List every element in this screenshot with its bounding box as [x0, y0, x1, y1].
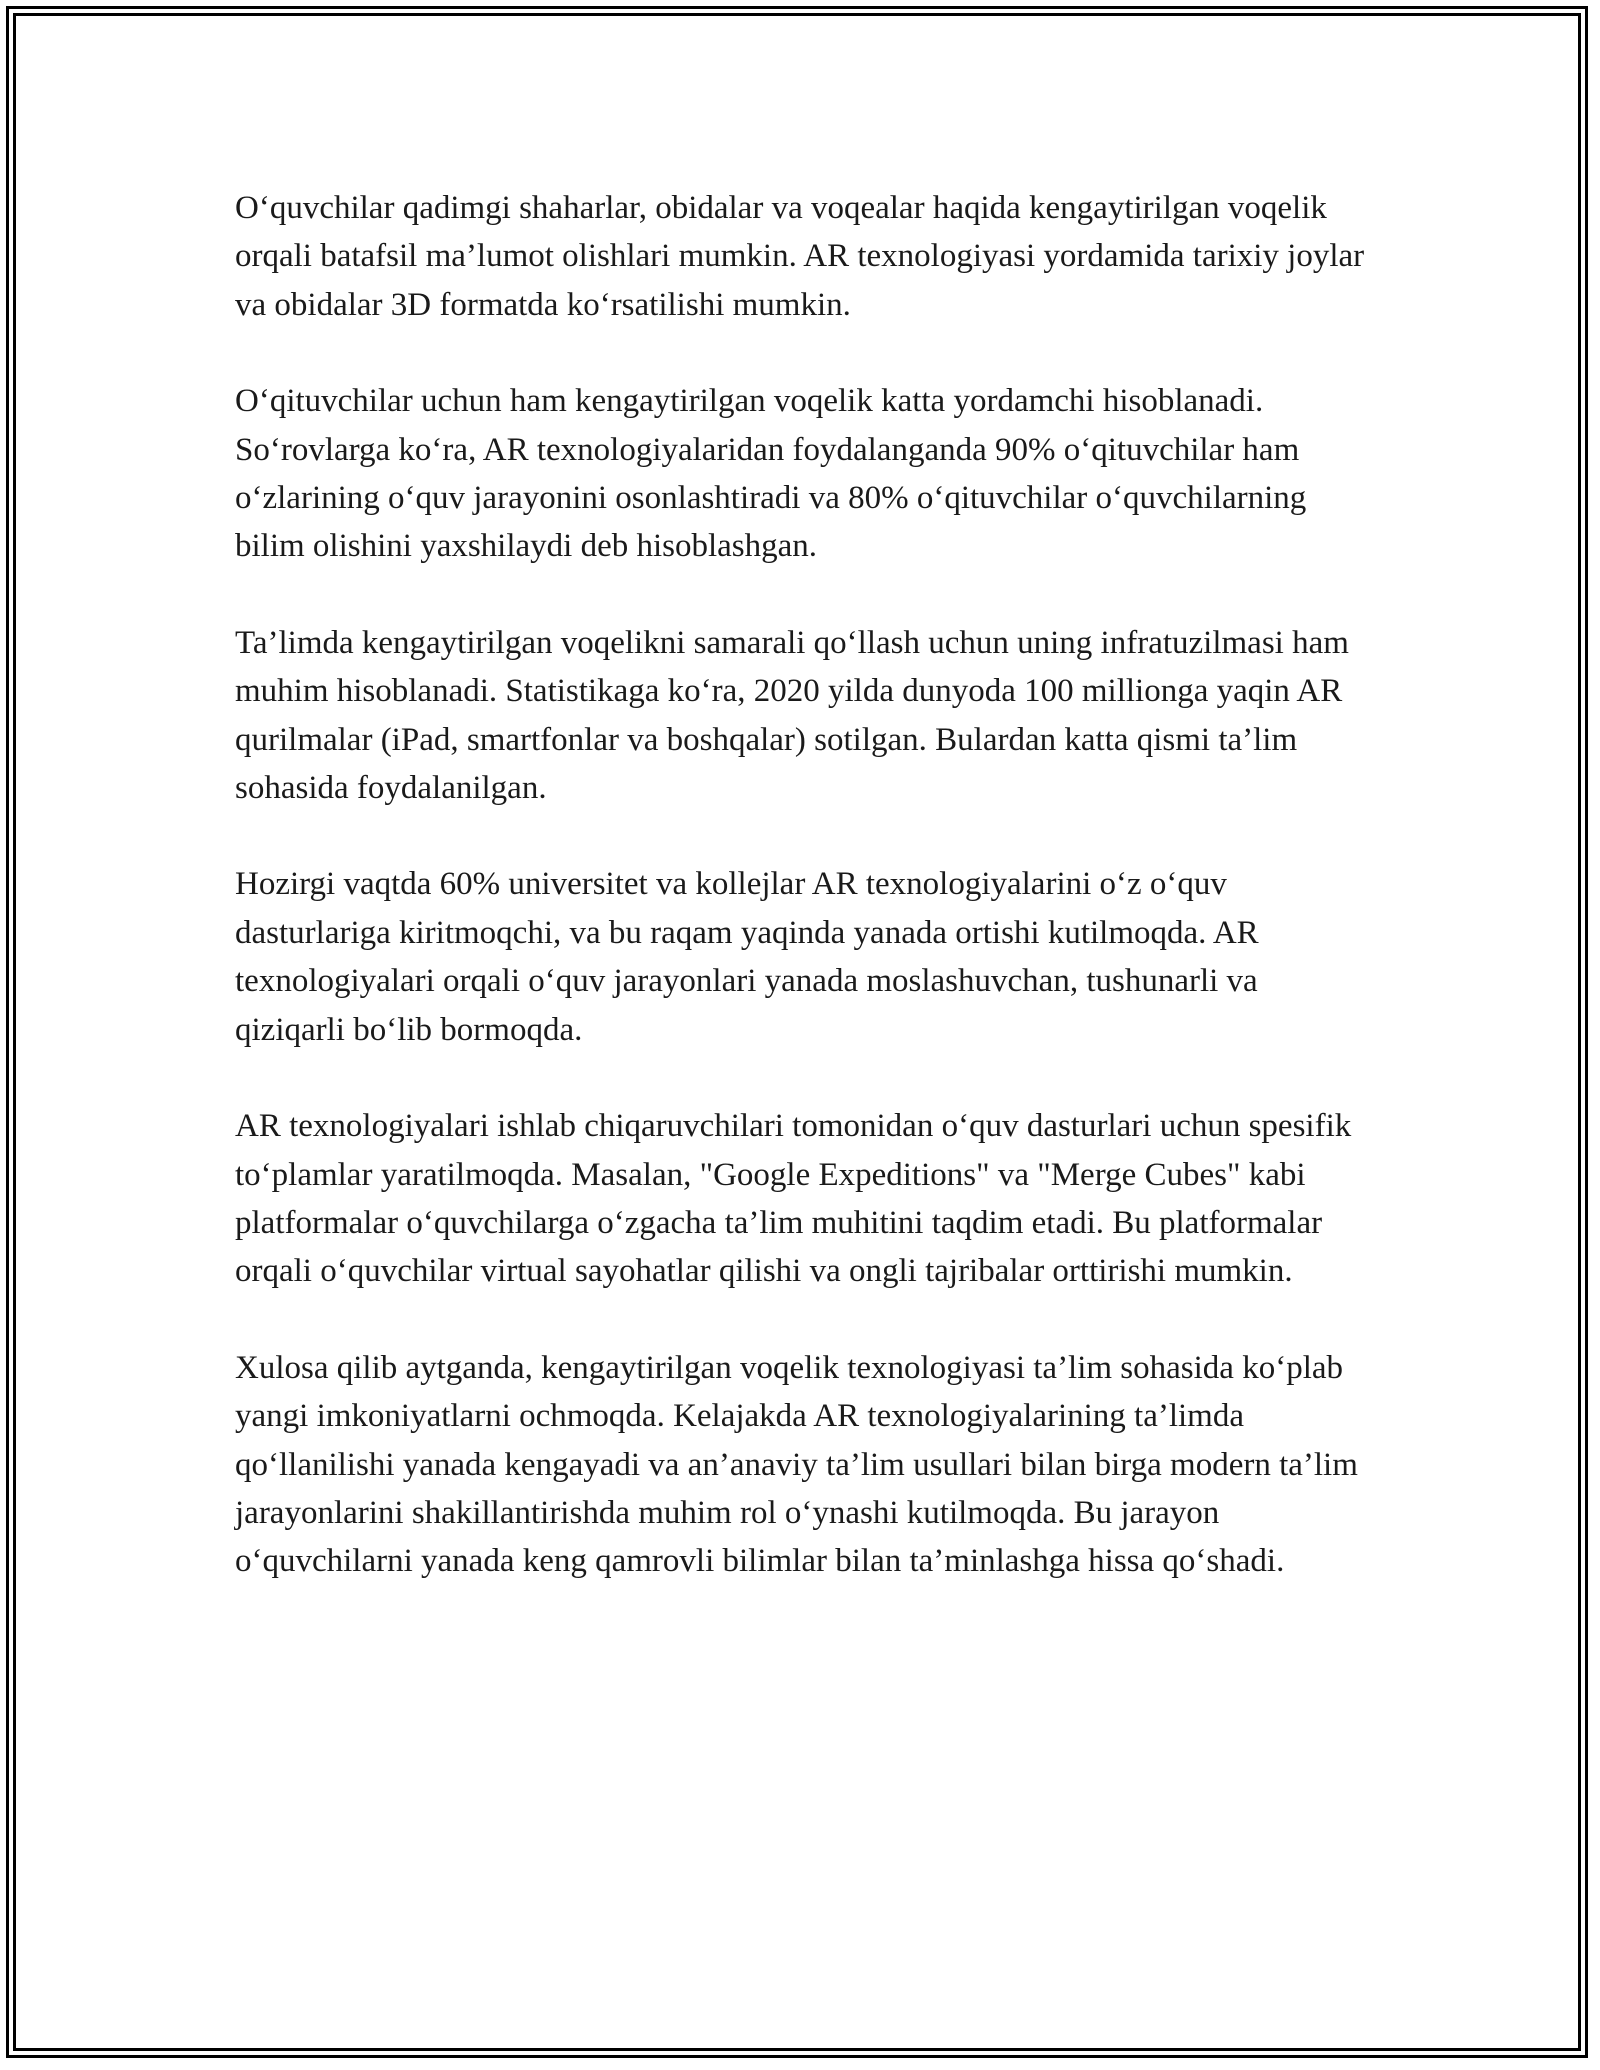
paragraph-4: Hozirgi vaqtda 60% universitet va kollejlar AR texnologiyalarini o‘z o‘quv dasturlariga kiritmoqchi, va bu raqam yaqinda yanada ortishi kutilmoqda. AR texnologiyalari orqali o‘quv jarayonlari yanada moslashuvchan, tushunarli va qiziqarli bo‘lib bormoqda.	[235, 866, 1259, 1048]
paragraph-5: AR texnologiyalari ishlab chiqaruvchilari tomonidan o‘quv dasturlari uchun spesifik to‘plamlar yaratilmoqda. Masalan, "Google Expeditions" va "Merge Cubes" kabi platformalar o‘quvchilarga o‘zgacha ta’lim muhitini taqdim etadi. Bu platformalar orqali o‘quvchilar virtual sayohatlar qilishi va ongli tajribalar orttirishi mumkin.	[235, 1108, 1352, 1290]
paragraph-1: O‘quvchilar qadimgi shaharlar, obidalar va voqealar haqida kengaytirilgan voqelik orqali batafsil ma’lumot olishlari mumkin. AR texnologiyasi yordamida tarixiy joylar va obidalar 3D formatda ko‘rsatilishi mumkin.	[235, 190, 1365, 323]
paragraph-3: Ta’limda kengaytirilgan voqelikni samarali qo‘llash uchun uning infratuzilmasi ham muhim hisoblanadi. Statistikaga ko‘ra, 2020 yilda dunyoda 100 millionga yaqin AR qurilmalar (iPad, smartfonlar va boshqalar) sotilgan. Bulardan katta qismi ta’lim sohasida foydalanilgan.	[235, 624, 1349, 807]
paragraph-6: Xulosa qilib aytganda, kengaytirilgan voqelik texnologiyasi ta’lim sohasida ko‘plab yangi imkoniyatlarni ochmoqda. Kelajakda AR texnologiyalarining ta’limda qo‘llanilishi yanada kengayadi va an’anaviy ta’lim usullari bilan birga modern ta’lim jarayonlarini shakillantirishda muhim rol o‘ynashi kutilmoqda. Bu jarayon o‘quvchilarni yanada keng qamrovli bilimlar bilan ta’minlashga hissa qo‘shadi.	[235, 1349, 1358, 1580]
document-body	[235, 184, 1365, 1586]
paragraph-2: O‘qituvchilar uchun ham kengaytirilgan voqelik katta yordamchi hisoblanadi. So‘rovlarga ko‘ra, AR texnologiyalaridan foydalanganda 90% o‘qituvchilar ham o‘zlarining o‘quv jarayonini osonlashtiradi va 80% o‘qituvchilar o‘quvchilarning bilim olishini yaxshilaydi deb hisoblashgan.	[235, 383, 1307, 565]
